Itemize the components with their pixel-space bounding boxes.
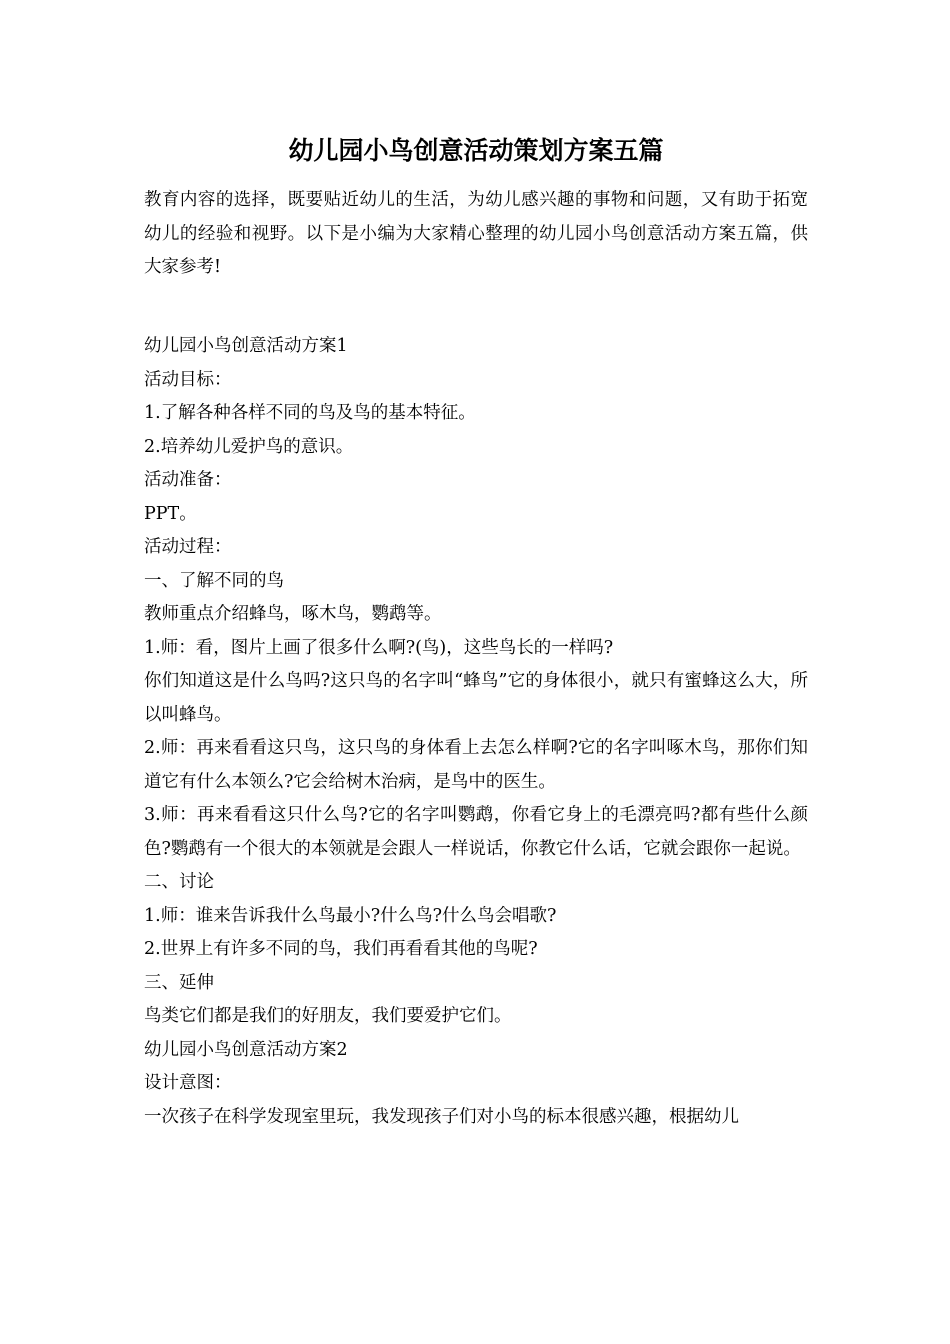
- paragraph: 一、了解不同的鸟: [144, 570, 284, 591]
- document-body: [144, 330, 808, 1134]
- paragraph: 你们知道这是什么鸟吗?这只鸟的名字叫“蜂鸟”它的身体很小，就只有蜜蜂这么大，所以叫蜂鸟。: [144, 671, 808, 725]
- document-title: 幼儿园小鸟创意活动策划方案五篇: [288, 136, 664, 165]
- paragraph: 设计意图：: [144, 1073, 232, 1093]
- paragraph: 1.师：谁来告诉我什么鸟最小?什么鸟?什么鸟会唱歌?: [144, 905, 557, 926]
- paragraph: 活动目标：: [144, 369, 232, 390]
- paragraph: 活动过程：: [144, 537, 232, 557]
- paragraph: 3.师：再来看看这只什么鸟?它的名字叫鹦鹉，你看它身上的毛漂亮吗?都有些什么颜色?鹦鹉有一个很大的本领就是会跟人一样说话，你教它什么话，它就会跟你一起说。: [144, 805, 808, 859]
- paragraph: 幼儿园小鸟创意活动方案2: [144, 1039, 348, 1060]
- paragraph: 幼儿园小鸟创意活动方案1: [144, 336, 348, 356]
- paragraph: 1.师：看，图片上画了很多什么啊?(鸟)，这些鸟长的一样吗?: [144, 637, 614, 658]
- paragraph: 2.世界上有许多不同的鸟，我们再看看其他的鸟呢?: [144, 939, 538, 959]
- paragraph: 三、延伸: [144, 972, 214, 993]
- paragraph: 一次孩子在科学发现室里玩，我发现孩子们对小鸟的标本很感兴趣，根据幼儿: [144, 1106, 739, 1127]
- paragraph: 1.了解各种各样不同的鸟及鸟的基本特征。: [144, 403, 476, 423]
- paragraph: 鸟类它们都是我们的好朋友，我们要爱护它们。: [144, 1006, 512, 1026]
- intro-paragraph: 教育内容的选择，既要贴近幼儿的生活，为幼儿感兴趣的事物和问题，又有助于拓宽幼儿的经验和视野。以下是小编为大家精心整理的幼儿园小鸟创意活动方案五篇，供大家参考!: [144, 190, 808, 277]
- paragraph: 2.师：再来看看这只鸟，这只鸟的身体看上去怎么样啊?它的名字叫啄木鸟，那你们知道它有什么本领么?它会给树木治病，是鸟中的医生。: [144, 738, 808, 792]
- paragraph: 活动准备：: [144, 470, 232, 490]
- paragraph: 教师重点介绍蜂鸟，啄木鸟，鹦鹉等。: [144, 604, 442, 624]
- paragraph: 二、讨论: [144, 872, 214, 892]
- paragraph: 2.培养幼儿爱护鸟的意识。: [144, 436, 354, 457]
- paragraph: PPT。: [144, 503, 197, 524]
